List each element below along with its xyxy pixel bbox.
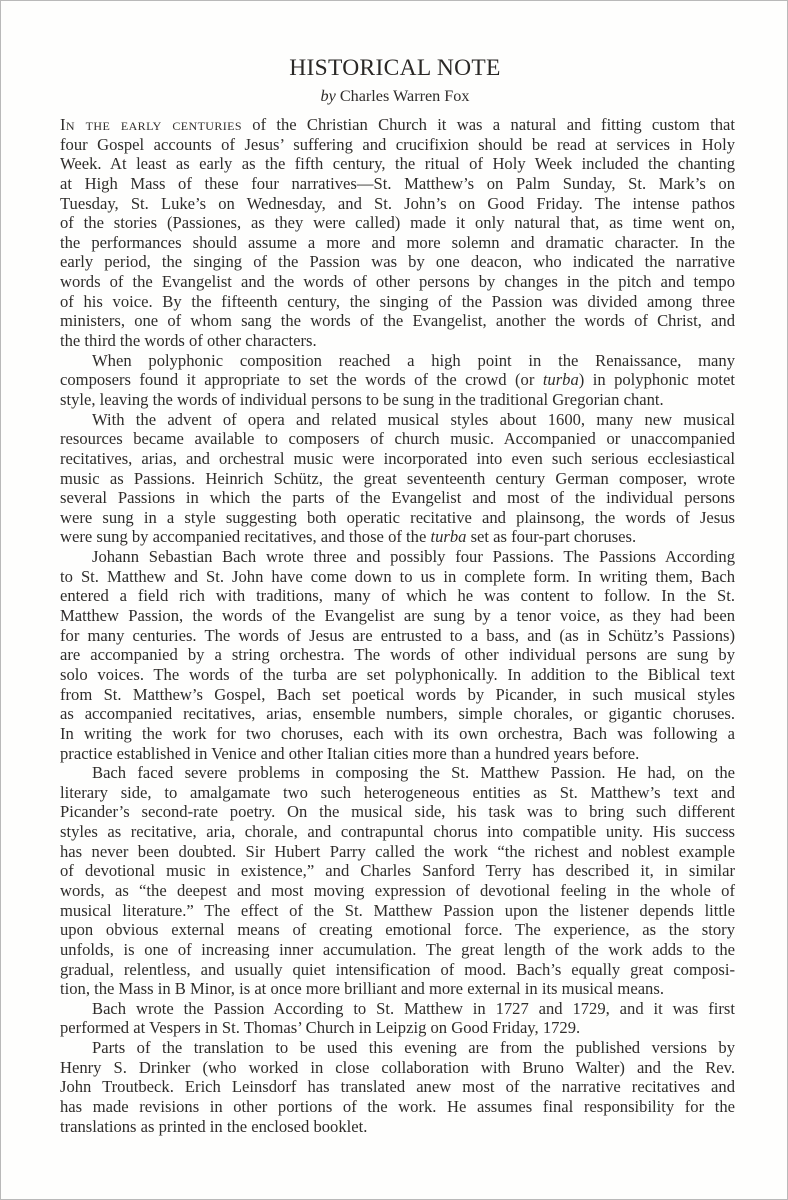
text-run: John Troutbeck. Erich Leinsdorf has translated anew most of the narrative recitatives and <box>60 1077 735 1097</box>
text-line <box>60 1038 735 1058</box>
text-run: Johann Sebastian Bach wrote three and possibly four Passions. The Passions According <box>92 547 735 567</box>
text-run: When polyphonic composition reached a high point in the Renaissance, many <box>92 350 735 370</box>
text-line <box>60 645 735 665</box>
text-line <box>60 861 735 881</box>
text-line <box>60 351 735 371</box>
text-line <box>60 724 735 744</box>
paragraph <box>60 1038 735 1136</box>
text-line <box>60 213 735 233</box>
text-line <box>60 999 735 1019</box>
text-line <box>60 744 735 764</box>
text-line <box>60 331 735 351</box>
paragraph <box>60 115 735 351</box>
text-line <box>60 901 735 921</box>
paragraph <box>60 410 735 547</box>
text-line <box>60 292 735 312</box>
text-line <box>60 527 735 547</box>
text-line <box>60 488 735 508</box>
text-line <box>60 842 735 862</box>
text-line <box>60 115 735 135</box>
text-run: of devotional music in existence,” and Charles Sanford Terry has described it, in similar <box>60 861 735 881</box>
text-run: at High Mass of these four narratives—St. Matthew’s on Palm Sunday, St. Mark’s on <box>60 173 735 193</box>
text-line <box>60 920 735 940</box>
text-line <box>60 370 735 390</box>
text-run: performed at Vespers in St. Thomas’ Church in Leipzig on Good Friday, 1729. <box>60 1018 581 1038</box>
text-line <box>60 547 735 567</box>
text-line <box>60 881 735 901</box>
text-line <box>60 763 735 783</box>
text-run: practice established in Venice and other Italian cities more than a hundred years before. <box>60 743 640 763</box>
text-line <box>60 606 735 626</box>
text-run: ) in polyphonic motet <box>578 370 735 390</box>
text-line <box>60 783 735 803</box>
text-run: Bach faced severe problems in composing the St. Matthew Passion. He had, on the <box>92 763 735 783</box>
text-run: set as four-part choruses. <box>466 527 637 547</box>
text-run: Matthew Passion, the words of the Evangelist are sung by a tenor voice, as they had been <box>60 606 735 626</box>
text-line <box>60 1077 735 1097</box>
text-run: style, leaving the words of individual persons to be sung in the traditional Gregorian chant. <box>60 389 664 409</box>
text-run: of his voice. By the fifteenth century, the singing of the Passion was divided among three <box>60 291 735 311</box>
text-run: musical literature.” The effect of the St. Matthew Passion upon the listener depends little <box>60 900 735 920</box>
text-run: upon obvious external means of creating emotional force. The experience, as the story <box>60 920 735 940</box>
text-line <box>60 390 735 410</box>
text-run: of the stories (Passiones, as they were called) made it only natural that, as time went on, <box>60 213 735 233</box>
paragraph <box>60 547 735 763</box>
paragraph <box>60 351 735 410</box>
text-line <box>60 802 735 822</box>
text-line <box>60 665 735 685</box>
text-line <box>60 1097 735 1117</box>
text-run: were sung by accompanied recitatives, and those of the <box>60 527 431 547</box>
text-line <box>60 685 735 705</box>
text-run: words, as “the deepest and most moving expression of devotional feeling in the whole of <box>60 880 735 900</box>
byline-prefix: by <box>320 87 336 105</box>
text-run: Picander’s second-rate poetry. On the musical side, his task was to bring such different <box>60 802 735 822</box>
text-run: literary side, to amalgamate two such heterogeneous entities as St. Matthew’s text and <box>60 782 735 802</box>
text-line <box>60 272 735 292</box>
text-run: are accompanied by a string orchestra. The words of other individual persons are sung by <box>60 645 735 665</box>
text-line <box>60 194 735 214</box>
text-line <box>60 311 735 331</box>
text-run: the performances should assume a more and more solemn and dramatic character. In the <box>60 232 735 252</box>
byline <box>1 87 788 106</box>
italic-term: turba <box>430 527 467 547</box>
text-run: from St. Matthew’s Gospel, Bach set poetical words by Picander, in such musical styles <box>60 684 735 704</box>
text-line <box>60 704 735 724</box>
text-line <box>60 469 735 489</box>
text-run: has never been doubted. Sir Hubert Parry called the work “the richest and noblest example <box>60 841 735 861</box>
text-run: four Gospel accounts of Jesus’ suffering and crucifixion should be read at services in Holy <box>60 134 735 154</box>
text-line <box>60 252 735 272</box>
text-run: styles as recitative, aria, chorale, and contrapuntal chorus into compatible unity. His success <box>60 822 735 842</box>
text-line <box>60 449 735 469</box>
text-run: gradual, relentless, and usually quiet intensification of mood. Bach’s equally great composi- <box>60 959 735 979</box>
text-run: Henry S. Drinker (who worked in close collaboration with Bruno Walter) and the Rev. <box>60 1057 735 1077</box>
text-run: to St. Matthew and St. John have come down to us in complete form. In writing them, Bach <box>60 566 735 586</box>
article-body <box>60 115 735 1136</box>
text-run: ministers, one of whom sang the words of the Evangelist, another the words of Christ, and <box>60 311 735 331</box>
text-run: Week. At least as early as the fifth century, the ritual of Holy Week included the chanting <box>60 154 735 174</box>
text-run: unfolds, is one of increasing inner accumulation. The great length of the work adds to the <box>60 939 735 959</box>
byline-author: Charles Warren Fox <box>339 87 470 105</box>
text-run: as accompanied recitatives, arias, ensemble numbers, simple chorales, or gigantic choruses. <box>60 704 735 724</box>
text-line <box>60 567 735 587</box>
text-run: music as Passions. Heinrich Schütz, the great seventeenth century German composer, wrote <box>60 468 735 488</box>
paragraph <box>60 999 735 1038</box>
text-line <box>60 822 735 842</box>
text-line <box>60 174 735 194</box>
text-line <box>60 410 735 430</box>
text-run: has made revisions in other portions of the work. He assumes final responsibility for the <box>60 1097 735 1117</box>
text-line <box>60 1117 735 1137</box>
text-line <box>60 586 735 606</box>
text-run: several Passions in which the parts of the Evangelist and most of the individual persons <box>60 488 735 508</box>
text-line <box>60 940 735 960</box>
text-run: Bach wrote the Passion According to St. Matthew in 1727 and 1729, and it was first <box>92 998 735 1018</box>
text-run: words of the Evangelist and the words of other persons by changes in the pitch and tempo <box>60 272 735 292</box>
text-line <box>60 960 735 980</box>
text-run: In writing the work for two choruses, each with its own orchestra, Bach was following a <box>60 723 735 743</box>
text-run: entered a field rich with traditions, many of which he was content to follow. In the St. <box>60 586 735 606</box>
text-run: composers found it appropriate to set the words of the crowd (or <box>60 370 543 390</box>
text-run: the third the words of other characters. <box>60 331 317 351</box>
text-line <box>60 1058 735 1078</box>
text-line <box>60 508 735 528</box>
text-line <box>60 154 735 174</box>
text-line <box>60 1018 735 1038</box>
text-run: solo voices. The words of the turba are set polyphonically. In addition to the Biblical text <box>60 664 735 684</box>
page-title: HISTORICAL NOTE <box>289 55 501 81</box>
paragraph <box>60 763 735 999</box>
text-line <box>60 429 735 449</box>
text-run: Parts of the translation to be used this evening are from the published versions by <box>92 1038 735 1058</box>
text-run: translations as printed in the enclosed booklet. <box>60 1116 368 1136</box>
small-caps-opening: In the early centuries <box>60 115 242 134</box>
text-run: of the Christian Church it was a natural and fitting custom that <box>241 115 735 134</box>
text-line <box>60 135 735 155</box>
text-run: for many centuries. The words of Jesus are entrusted to a bass, and (as in Schütz’s Passions) <box>60 625 735 645</box>
text-run: With the advent of opera and related musical styles about 1600, many new musical <box>92 409 735 429</box>
text-run: recitatives, arias, and orchestral music were incorporated into even such serious ecclesiastical <box>60 448 735 468</box>
text-run: early period, the singing of the Passion was by one deacon, who indicated the narrative <box>60 252 735 272</box>
text-run: tion, the Mass in B Minor, is at once more brilliant and more external in its musical means. <box>60 979 664 999</box>
text-line <box>60 979 735 999</box>
italic-term: turba <box>542 370 579 390</box>
text-run: resources became available to composers of church music. Accompanied or unaccompanied <box>60 429 735 449</box>
text-run: Tuesday, St. Luke’s on Wednesday, and St. John’s on Good Friday. The intense pathos <box>60 193 735 213</box>
text-run: were sung in a style suggesting both operatic recitative and plainsong, the words of Jesus <box>60 507 735 527</box>
text-line <box>60 233 735 253</box>
text-line <box>60 626 735 646</box>
